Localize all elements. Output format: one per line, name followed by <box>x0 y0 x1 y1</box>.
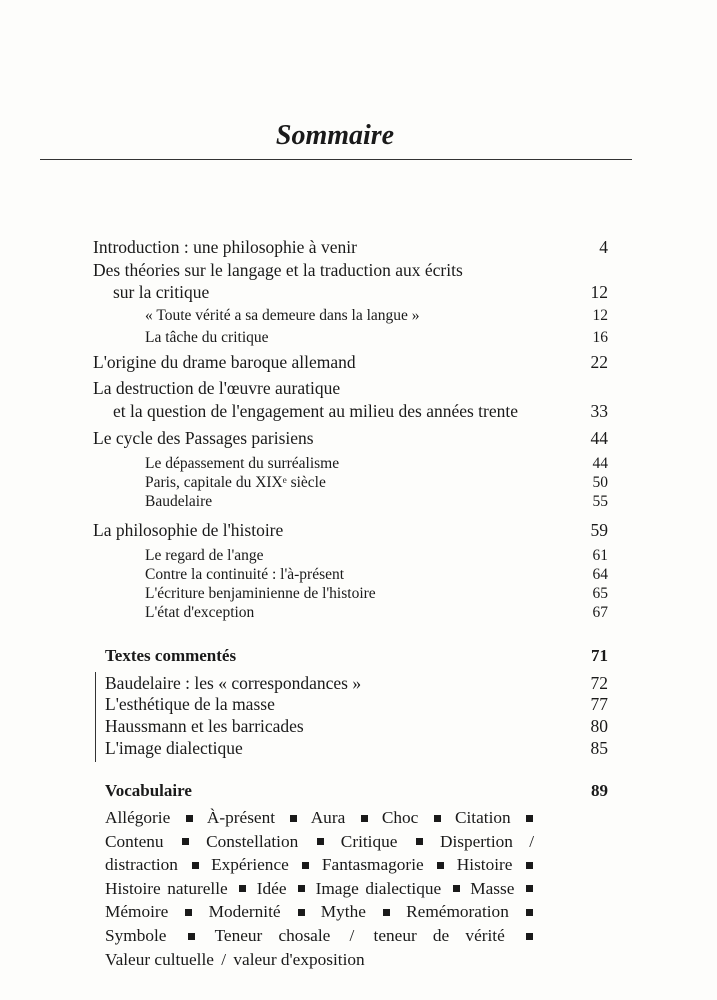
toc-entry <box>0 736 717 760</box>
square-bullet-icon <box>526 933 533 940</box>
square-bullet-icon <box>526 815 533 822</box>
toc-entry <box>0 518 717 542</box>
vocabulary-term: Choc <box>381 808 419 827</box>
toc-entry-title: La tâche du critique <box>145 329 269 346</box>
toc-section-heading <box>0 644 717 668</box>
toc-entry-title: Contre la continuité : l'à-présent <box>145 566 345 583</box>
toc-entry-title: L'état d'exception <box>145 604 255 621</box>
toc-entry-title: Le regard de l'ange <box>145 547 264 564</box>
toc-entry <box>0 399 717 423</box>
vocabulary-term: valeur d'exposition <box>233 949 365 969</box>
square-bullet-icon <box>526 909 533 916</box>
toc-entry-page: 44 <box>590 427 608 448</box>
toc-entry-title: Paris, capitale du XIXᵉ siècle <box>145 474 326 491</box>
vocabulary-term: Remémoration <box>406 902 509 922</box>
toc-entry-page: 67 <box>592 604 608 621</box>
vocabulary-term: Symbole <box>105 925 167 945</box>
toc-entry-title: Le cycle des Passages parisiens <box>93 427 314 448</box>
vocabulary-term: Critique <box>340 831 398 851</box>
toc-entry-page: 12 <box>590 281 608 302</box>
square-bullet-icon <box>416 838 423 845</box>
toc-entry-title: Introduction : une philosophie à venir <box>93 236 357 257</box>
toc-entry <box>0 304 717 328</box>
toc-entry-title: L'origine du drame baroque allemand <box>93 351 356 372</box>
vocabulary-term: Mémoire <box>105 902 169 922</box>
toc-entry-title: et la question de l'engagement au milieu des années trente <box>113 400 519 421</box>
toc-entry-page: 71 <box>591 646 608 665</box>
toc-entry <box>0 376 717 400</box>
vocabulary-term: Constellation <box>206 831 299 851</box>
vocabulary-term: Contenu <box>105 831 164 851</box>
toc-entry-page: 59 <box>590 519 608 540</box>
toc-entry-page: 72 <box>590 672 608 693</box>
toc-entry-title: Baudelaire : les « correspondances » <box>105 672 362 693</box>
toc-entry <box>0 280 717 304</box>
square-bullet-icon <box>298 885 305 892</box>
toc-entry-title: L'image dialectique <box>105 737 243 758</box>
slash-separator: / <box>349 925 355 945</box>
slash-separator: / <box>529 831 535 851</box>
vocabulary-list <box>105 806 537 971</box>
toc-entry-title: « Toute vérité a sa demeure dans la langue » <box>145 307 420 324</box>
toc-entry-page: 55 <box>592 493 608 510</box>
square-bullet-icon <box>526 885 533 892</box>
toc-entry <box>0 235 717 259</box>
square-bullet-icon <box>185 909 192 916</box>
vocabulary-term: Modernité <box>208 902 281 922</box>
vocabulary-term: Masse <box>470 878 515 898</box>
toc-entry-page: 64 <box>592 566 608 583</box>
toc-section-heading <box>0 779 717 803</box>
square-bullet-icon <box>383 909 390 916</box>
square-bullet-icon <box>192 862 199 869</box>
square-bullet-icon <box>302 862 309 869</box>
toc-entry <box>0 490 717 514</box>
toc-entry-title: Textes commentés <box>105 646 237 665</box>
toc-entry-page: 89 <box>591 781 608 800</box>
vocabulary-term: Citation <box>454 808 511 827</box>
slash-separator: / <box>221 949 227 969</box>
square-bullet-icon <box>437 862 444 869</box>
vocabulary-term: À-présent <box>206 808 276 827</box>
square-bullet-icon <box>182 838 189 845</box>
square-bullet-icon <box>526 862 533 869</box>
toc-entry-page: 12 <box>592 307 608 324</box>
toc-entry <box>0 350 717 374</box>
vocabulary-term: Mythe <box>320 902 366 922</box>
square-bullet-icon <box>186 815 193 822</box>
toc-entry-title: L'esthétique de la masse <box>105 693 275 714</box>
vocabulary-term: distraction <box>105 855 178 875</box>
toc-entry-title: sur la critique <box>113 281 210 302</box>
square-bullet-icon <box>453 885 460 892</box>
textes-commentes-bracket <box>95 672 96 762</box>
vocabulary-term: Histoire <box>456 855 513 875</box>
square-bullet-icon <box>290 815 297 822</box>
toc-entry-page: 44 <box>592 455 608 472</box>
page-title: Sommaire <box>275 120 395 151</box>
vocabulary-term: Teneur chosale <box>214 925 331 945</box>
vocabulary-term: Fantasmagorie <box>321 855 424 875</box>
square-bullet-icon <box>298 909 305 916</box>
toc-entry-title: Vocabulaire <box>105 781 192 800</box>
toc-entry-title: La philosophie de l'histoire <box>93 519 284 540</box>
square-bullet-icon <box>239 885 246 892</box>
toc-entry-page: 4 <box>599 236 608 257</box>
toc-entry <box>0 326 717 350</box>
vocabulary-term: Idée <box>256 878 287 898</box>
toc-entry-title: Baudelaire <box>145 493 213 510</box>
toc-entry-page: 16 <box>592 329 608 346</box>
toc-entry-title: La destruction de l'œuvre auratique <box>93 377 341 398</box>
toc-entry-page: 77 <box>590 693 608 714</box>
vocabulary-term: Histoire naturelle <box>105 878 228 898</box>
vocabulary-term: Dispertion <box>439 831 513 851</box>
toc-entry-page: 61 <box>592 547 608 564</box>
toc-entry-title: Des théories sur le langage et la traduction aux écrits <box>93 259 463 280</box>
vocabulary-term: Allégorie <box>105 808 171 827</box>
toc-entry-title: Haussmann et les barricades <box>105 715 304 736</box>
square-bullet-icon <box>361 815 368 822</box>
vocabulary-term: Image dialectique <box>315 878 442 898</box>
toc-entry-page: 50 <box>592 474 608 491</box>
toc-entry-title: L'écriture benjaminienne de l'histoire <box>145 585 376 602</box>
vocabulary-term: Expérience <box>211 855 289 875</box>
toc-entry <box>0 426 717 450</box>
vocabulary-term: Aura <box>310 808 346 827</box>
toc-entry-page: 80 <box>590 715 608 736</box>
toc-entry-page: 65 <box>592 585 608 602</box>
toc-entry-page: 33 <box>590 400 608 421</box>
vocabulary-term: Valeur cultuelle <box>105 949 214 969</box>
toc-entry-page: 22 <box>590 351 608 372</box>
vocabulary-term: teneur de vérité <box>373 925 505 945</box>
toc-entry-page: 85 <box>590 737 608 758</box>
square-bullet-icon <box>434 815 441 822</box>
toc-entry-title: Le dépassement du surréalisme <box>145 455 340 472</box>
square-bullet-icon <box>317 838 324 845</box>
square-bullet-icon <box>188 933 195 940</box>
toc-entry <box>0 601 717 625</box>
toc-entry <box>0 692 717 716</box>
toc-entry <box>0 258 717 282</box>
toc-entry <box>0 714 717 738</box>
